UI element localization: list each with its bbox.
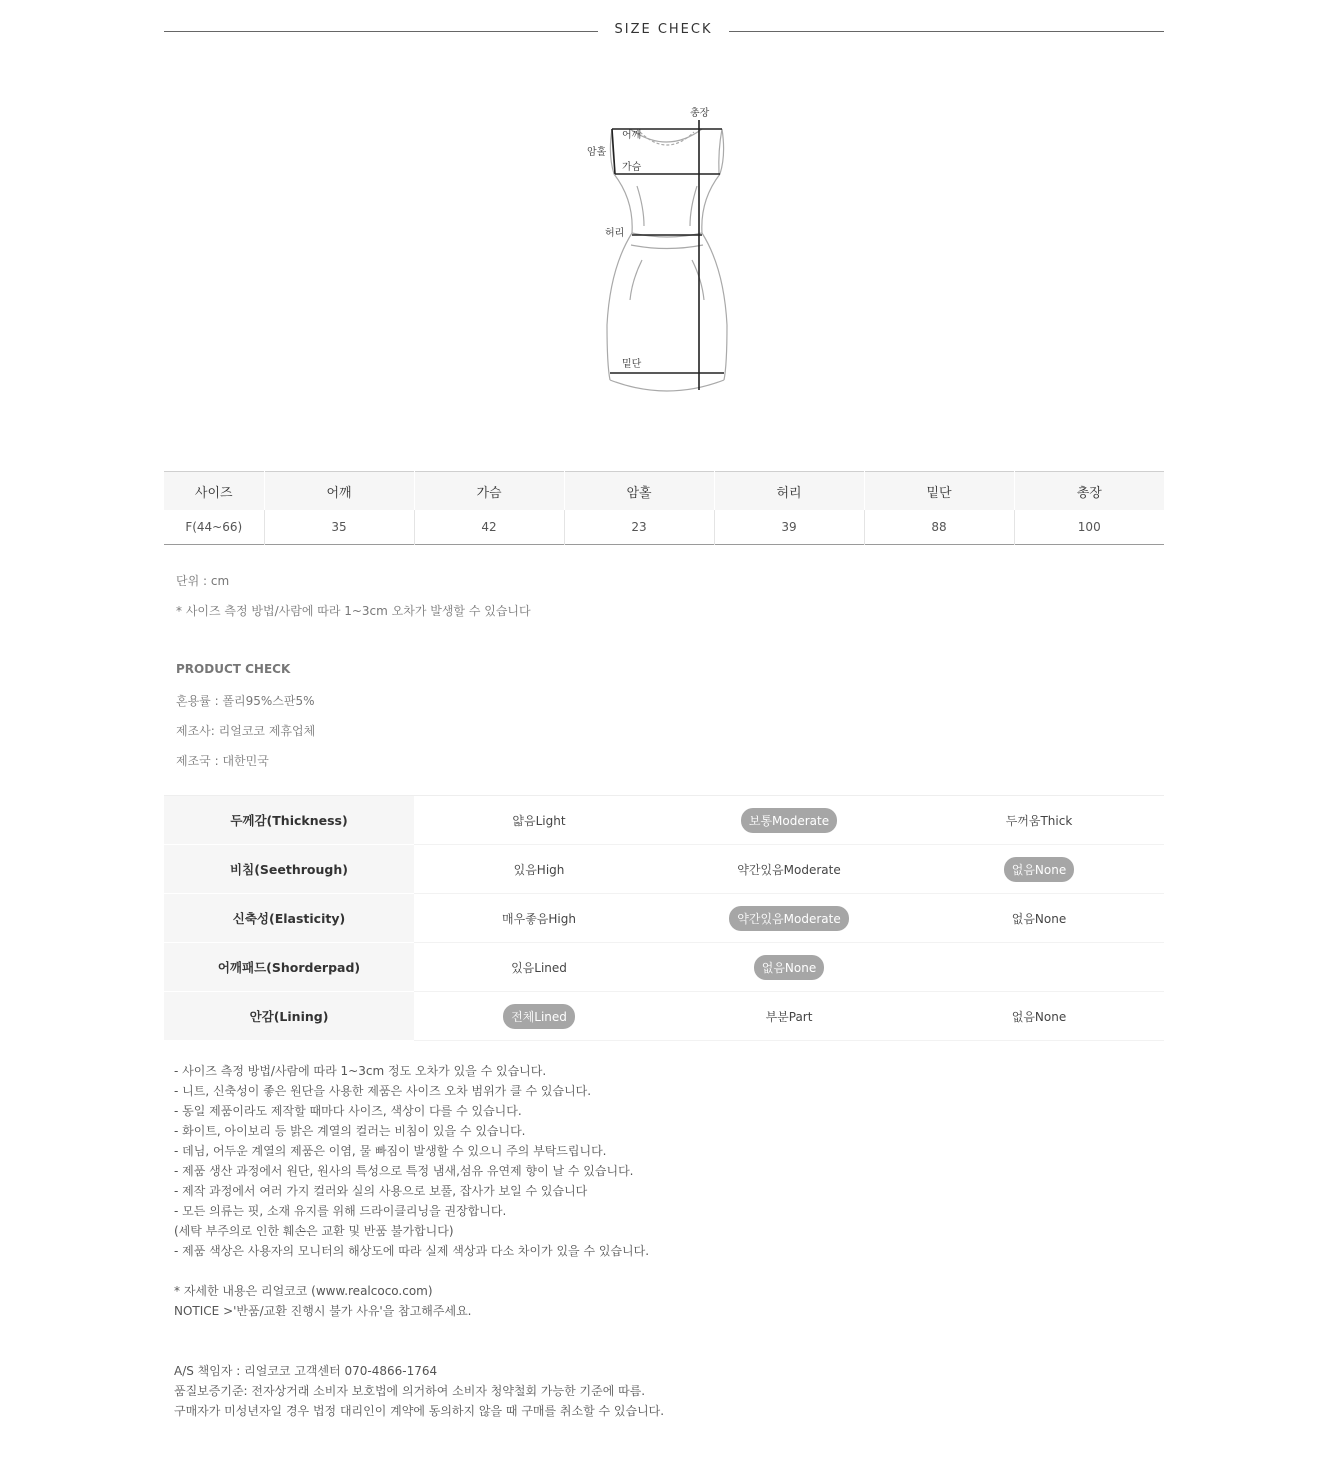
cell-total-length: 100: [1077, 520, 1101, 534]
header-rule-left: [164, 31, 598, 32]
cell-size: F(44~66): [164, 510, 264, 545]
note-line: - 제품 색상은 사용자의 모니터의 해상도에 따라 실제 색상과 다소 차이가 있을 수 있습니다.: [174, 1244, 650, 1258]
attribute-row-lining: [164, 992, 1164, 1041]
note-line: - 데님, 어두운 계열의 제품은 이염, 물 빠짐이 발생할 수 있으니 주의 부탁드립니다.: [174, 1144, 607, 1158]
note-line: - 제작 과정에서 여러 가지 컬러와 실의 사용으로 보풀, 잡사가 보일 수 있습니다: [174, 1184, 588, 1198]
label-shoulder: 어깨: [622, 130, 642, 141]
attribute-option-selected: 보통Moderate: [741, 808, 837, 833]
attribute-label: 어깨패드(Shorderpad): [164, 943, 414, 992]
product-check-title: PRODUCT CHECK: [176, 662, 291, 676]
header-waist: 허리: [714, 472, 864, 511]
note-line: - 제품 생산 과정에서 원단, 원사의 특성으로 특정 냄새,섬유 유연제 향이 날 수 있습니다.: [174, 1164, 634, 1178]
attribute-option-selected: 전체Lined: [503, 1004, 575, 1029]
attribute-row-shoulderpad: [164, 943, 1164, 992]
attribute-option: 있음High: [513, 862, 565, 877]
fabric-composition: 혼용률 : 폴리95%스판5%: [176, 694, 315, 708]
note-line: - 화이트, 아이보리 등 밝은 계열의 컬러는 비침이 있을 수 있습니다.: [174, 1124, 526, 1138]
spacer: [174, 1261, 1154, 1281]
cell-hem: 88: [864, 510, 1014, 545]
product-attributes-table: [164, 795, 1164, 1041]
size-table: [164, 471, 1164, 545]
quality-standard: 품질보증기준: 전자상거래 소비자 보호법에 의거하여 소비자 청약철회 가능한 기준에 따름.: [174, 1384, 646, 1398]
attribute-label: 비침(Seethrough): [164, 845, 414, 894]
attribute-option: 약간있음Moderate: [737, 862, 841, 877]
care-notes: [174, 1061, 1154, 1421]
cell-waist: 39: [714, 510, 864, 545]
attribute-option-selected: 없음None: [754, 955, 825, 980]
label-waist: 허리: [605, 228, 625, 239]
label-hem: 밑단: [622, 359, 642, 370]
attribute-row-seethrough: [164, 845, 1164, 894]
notice-note: NOTICE >'반품/교환 진행시 불가 사유'을 참고해주세요.: [174, 1304, 472, 1318]
note-line: - 동일 제품이라도 제작할 때마다 사이즈, 색상이 다를 수 있습니다.: [174, 1104, 522, 1118]
cell-armhole: 23: [564, 510, 714, 545]
spacer: [174, 1321, 1154, 1361]
dress-neckline-stitch: [640, 132, 694, 145]
as-contact: A/S 책임자 : 리얼코코 고객센터 070-4866-1764: [174, 1364, 438, 1378]
size-check-header: [164, 20, 1164, 42]
attribute-label: 신축성(Elasticity): [164, 894, 414, 943]
attribute-option-selected: 없음None: [1004, 857, 1075, 882]
table-row: [164, 510, 1164, 545]
attribute-option: 없음None: [1011, 1009, 1067, 1024]
header-chest: 가슴: [414, 472, 564, 511]
minor-purchase-note: 구매자가 미성년자일 경우 법정 대리인이 계약에 동의하지 않을 때 구매를 취소할 수 있습니다.: [174, 1404, 665, 1418]
label-chest: 가슴: [622, 162, 642, 173]
bodice-dart-right: [690, 186, 697, 226]
attribute-option: 있음Lined: [511, 960, 567, 975]
attribute-row-thickness: [164, 796, 1164, 845]
header-shoulder: 어깨: [264, 472, 414, 511]
attribute-label: 두께감(Thickness): [164, 796, 414, 845]
header-rule-right: [729, 31, 1164, 32]
attribute-option: 얇음Light: [512, 813, 566, 828]
attribute-option: 두꺼움Thick: [1005, 813, 1073, 828]
manufacturer: 제조사: 리얼코코 제휴업체: [176, 724, 316, 738]
label-total-length: 총장: [690, 108, 710, 119]
detail-note: * 자세한 내용은 리얼코코 (www.realcoco.com): [174, 1284, 433, 1298]
bodice-dart-left: [637, 186, 644, 226]
attribute-option: 없음None: [1011, 911, 1067, 926]
measurement-note: * 사이즈 측정 방법/사람에 따라 1~3cm 오차가 발생할 수 있습니다: [176, 604, 531, 618]
label-armhole: 암홀: [587, 147, 607, 158]
attribute-option-empty: [914, 943, 1164, 992]
header-hem: 밑단: [864, 472, 1014, 511]
attribute-option: 부분Part: [765, 1009, 813, 1024]
note-line: - 니트, 신축성이 좋은 원단을 사용한 제품은 사이즈 오차 범위가 클 수 있습니다.: [174, 1084, 592, 1098]
note-line: (세탁 부주의로 인한 훼손은 교환 및 반품 불가합니다): [174, 1224, 454, 1238]
dress-illustration: [582, 100, 742, 400]
dress-hem-curve: [610, 380, 724, 391]
attribute-option-selected: 약간있음Moderate: [729, 906, 848, 931]
unit-note: 단위 : cm: [176, 574, 230, 588]
attribute-row-elasticity: [164, 894, 1164, 943]
dress-diagram: [582, 100, 742, 400]
size-check-title: SIZE CHECK: [614, 22, 713, 37]
skirt-dart-right: [692, 260, 704, 300]
header-size: 사이즈: [164, 472, 264, 511]
note-line: - 모든 의류는 핏, 소재 유지를 위해 드라이클리닝을 권장합니다.: [174, 1204, 507, 1218]
header-armhole: 암홀: [564, 472, 714, 511]
dress-outline-right: [702, 129, 727, 380]
cell-chest: 42: [414, 510, 564, 545]
attribute-label: 안감(Lining): [164, 992, 414, 1041]
attribute-option: 매우좋음High: [502, 911, 576, 926]
waist-band-bottom: [631, 245, 703, 249]
note-line: - 사이즈 측정 방법/사람에 따라 1~3cm 정도 오차가 있을 수 있습니다.: [174, 1064, 547, 1078]
header-total-length: 총장: [1014, 472, 1164, 511]
size-table-header: [164, 472, 1164, 511]
skirt-dart-left: [630, 260, 642, 300]
country-of-origin: 제조국 : 대한민국: [176, 754, 269, 768]
cell-shoulder: 35: [264, 510, 414, 545]
